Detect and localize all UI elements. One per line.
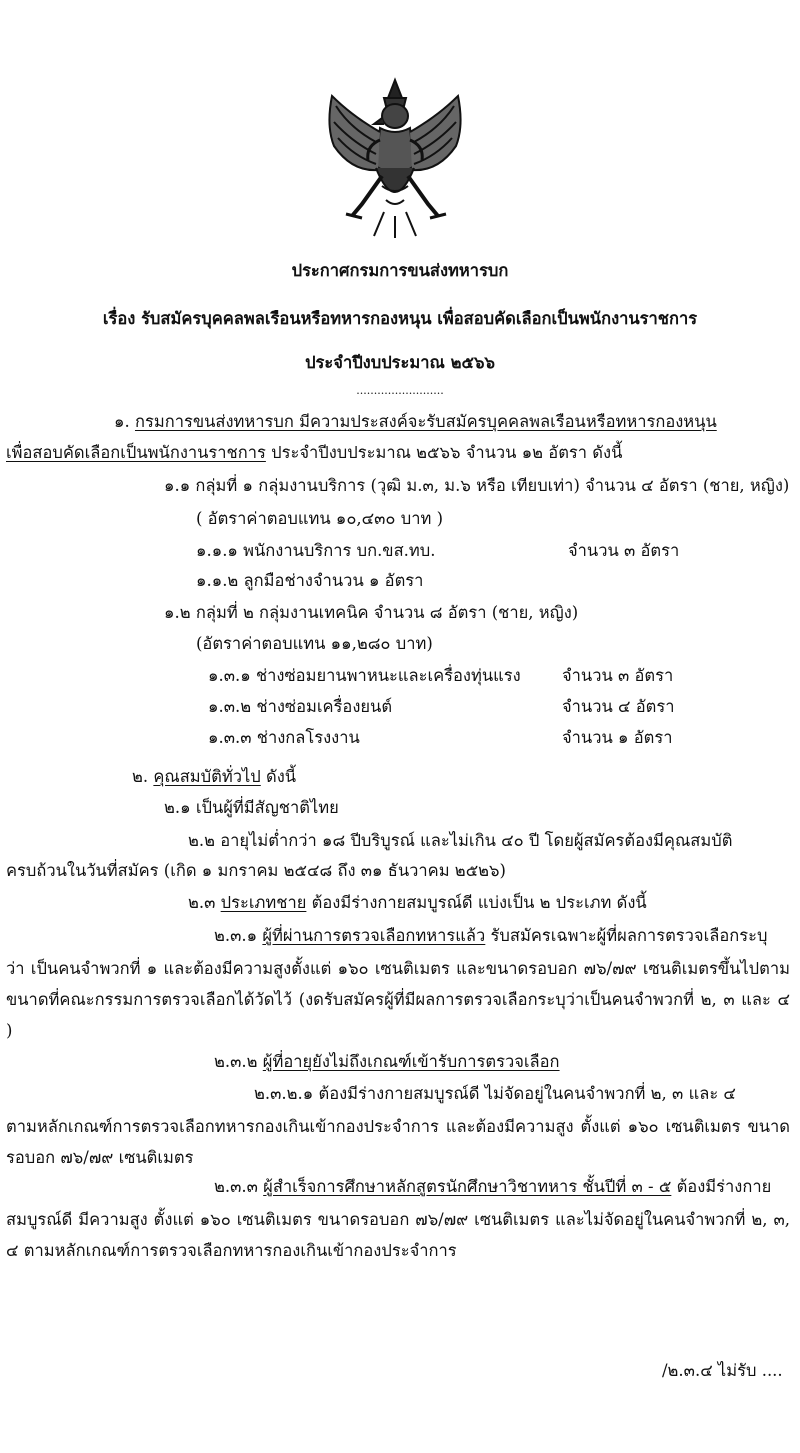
item-2-3-1-rest: รับสมัครเฉพาะผู้ที่ผลการตรวจเลือกระบุ <box>485 926 768 945</box>
item-2-3-3-num: ๒.๓.๓ <box>214 1177 264 1196</box>
item-1-1-1-amount: จำนวน ๓ อัตรา <box>568 541 680 560</box>
item-1-3-2-amount: จำนวน ๔ อัตรา <box>562 697 675 716</box>
group2-heading: ๑.๒ กลุ่มที่ ๒ กลุ่มงานเทคนิค จำนวน ๘ อัตรา (ชาย, หญิง) <box>164 603 579 622</box>
item-2-3-3-rest: ต้องมีร่างกาย <box>671 1177 772 1196</box>
group1-heading: ๑.๑ กลุ่มที่ ๑ กลุ่มงานบริการ (วุฒิ ม.๓, ม.๖ หรือ เทียบเท่า) จำนวน ๔ อัตรา (ชาย, หญิง) <box>164 476 790 495</box>
item-2-3 <box>188 891 647 915</box>
item-2-3-3-body: สมบูรณ์ดี มีความสูง ตั้งแต่ ๑๖๐ เซนติเมตร ขนาดรอบอก ๗๖/๗๙ เซนติเมตร และไม่จัดอยู่ในคนจำพวกที่ ๒, ๓, ๔ ตามหลักเกณฑ์การตรวจเลือกทหารกองเกินเข้ากองประจำการ <box>6 1210 790 1260</box>
garuda-emblem-icon <box>322 76 468 240</box>
separator: ......................... <box>356 384 444 397</box>
section2-number: ๒. <box>132 767 149 786</box>
section1-lead <box>114 410 717 434</box>
item-2-3-underlined: ประเภทชาย <box>220 893 307 912</box>
item-2-2-line1: ๒.๒ อายุไม่ต่ำกว่า ๑๘ ปีบริบูรณ์ และไม่เกิน ๔๐ ปี โดยผู้สมัครต้องมีคุณสมบัติ <box>188 831 733 850</box>
section2-heading <box>132 765 296 789</box>
section1-number: ๑. <box>114 412 130 431</box>
item-2-3-3-lead <box>214 1175 771 1199</box>
item-2-3-num: ๒.๓ <box>188 893 221 912</box>
item-2-3-2-1-body: ตามหลักเกณฑ์การตรวจเลือกทหารกองเกินเข้ากองประจำการ และต้องมีความสูง ตั้งแต่ ๑๖๐ เซนติเมตร ขนาดรอบอก ๗๖/๗๙ เซนติเมตร <box>6 1117 790 1167</box>
item-2-3-1-num: ๒.๓.๑ <box>214 926 263 945</box>
item-2-3-3-underlined: ผู้สำเร็จการศึกษาหลักสูตรนักศึกษาวิชาทหาร ชั้นปีที่ ๓ - ๕ <box>263 1177 672 1196</box>
section1-lead-line2 <box>6 441 622 465</box>
item-1-3-1-amount: จำนวน ๓ อัตรา <box>562 666 674 685</box>
continuation-marker: /๒.๓.๔ ไม่รับ .... <box>662 1361 783 1380</box>
item-2-3-1-underlined: ผู้ที่ผ่านการตรวจเลือกทหารแล้ว <box>262 926 486 945</box>
group2-pay: (อัตราค่าตอบแทน ๑๑,๒๘๐ บาท) <box>196 634 433 653</box>
document-title: ประกาศกรมการขนส่งทหารบก <box>291 261 509 280</box>
item-1-1-2: ๑.๑.๒ ลูกมือช่างจำนวน ๑ อัตรา <box>196 571 424 590</box>
item-2-3-2-num: ๒.๓.๒ <box>214 1052 263 1071</box>
item-2-3-rest: ต้องมีร่างกายสมบูรณ์ดี แบ่งเป็น ๒ ประเภท ดังนี้ <box>306 893 647 912</box>
fiscal-year: ประจำปีงบประมาณ ๒๕๖๖ <box>305 353 495 372</box>
item-1-3-2: ๑.๓.๒ ช่างซ่อมเครื่องยนต์ <box>208 697 393 716</box>
item-2-3-1-lead <box>214 924 767 948</box>
section1-lead2-underlined: เพื่อสอบคัดเลือกเป็นพนักงานราชการ <box>6 443 266 462</box>
item-2-3-2-1-first: ๒.๓.๒.๑ ต้องมีร่างกายสมบูรณ์ดี ไม่จัดอยู่ในคนจำพวกที่ ๒, ๓ และ ๔ <box>254 1084 736 1103</box>
item-2-2-line2: ครบถ้วนในวันที่สมัคร (เกิด ๑ มกราคม ๒๕๔๘ ถึง ๓๑ ธันวาคม ๒๕๒๖) <box>6 861 506 880</box>
section2-heading-rest: ดังนี้ <box>260 767 297 786</box>
item-2-3-2-underlined: ผู้ที่อายุยังไม่ถึงเกณฑ์เข้ารับการตรวจเลือก <box>262 1052 560 1071</box>
group1-pay: ( อัตราค่าตอบแทน ๑๐,๔๓๐ บาท ) <box>196 509 444 528</box>
item-1-1-1: ๑.๑.๑ พนักงานบริการ บก.ขส.ทบ. <box>196 541 436 560</box>
item-2-3-2-lead <box>214 1050 560 1074</box>
section1-lead-underlined: กรมการขนส่งทหารบก มีความประสงค์จะรับสมัครบุคคลพลเรือนหรือทหารกองหนุน <box>134 412 717 431</box>
section1-lead2-rest: ประจำปีงบประมาณ ๒๕๖๖ จำนวน ๑๒ อัตรา ดังนี้ <box>265 443 623 462</box>
item-1-3-1: ๑.๓.๑ ช่างซ่อมยานพาหนะและเครื่องทุ่นแรง <box>208 666 521 685</box>
document-subject: เรื่อง รับสมัครบุคคลพลเรือนหรือทหารกองหนุน เพื่อสอบคัดเลือกเป็นพนักงานราชการ <box>102 309 698 328</box>
item-1-3-3-amount: จำนวน ๑ อัตรา <box>562 728 673 747</box>
section2-heading-underlined: คุณสมบัติทั่วไป <box>153 767 261 786</box>
item-2-3-1-body: ว่า เป็นคนจำพวกที่ ๑ และต้องมีความสูงตั้งแต่ ๑๖๐ เซนติเมตร และขนาดรอบอก ๗๖/๗๙ เซนติเมตรขึ้นไปตามขนาดที่คณะกรรมการตรวจเลือกได้วัดไว้ (งดรับสมัครผู้ที่มีผลการตรวจเลือกระบุว่าเป็นคนจำพวกที่ ๒, ๓ และ ๔ ) <box>6 959 790 1040</box>
item-2-1: ๒.๑ เป็นผู้ที่มีสัญชาติไทย <box>164 798 339 817</box>
item-1-3-3: ๑.๓.๓ ช่างกลโรงงาน <box>208 728 360 747</box>
